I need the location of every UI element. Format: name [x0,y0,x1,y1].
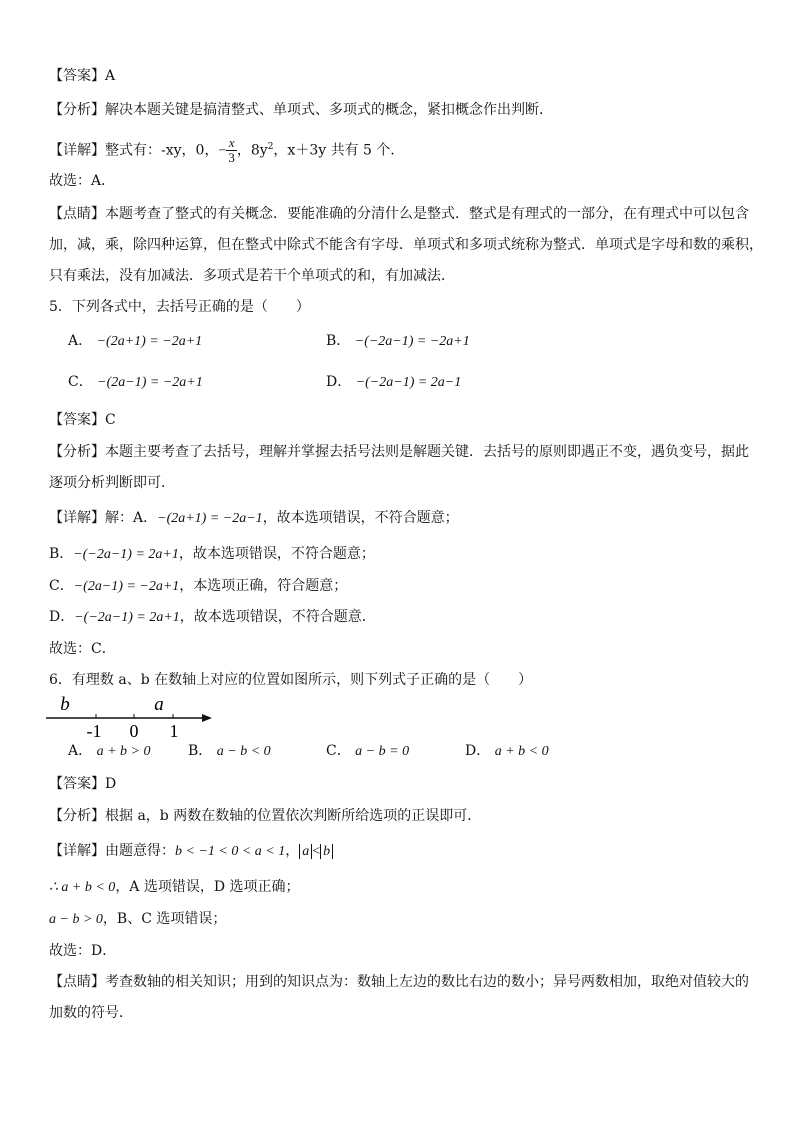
q4-comment-2: 加，减，乘，除四种运算，但在整式中除式不能含有字母．单项式和多项式统称为整式．单项式是字母和数的乘积， [49,237,763,253]
q5-stem: 5．下列各式中，去括号正确的是（ ） [49,299,310,315]
abs-a: a [299,844,312,859]
q6-option-b: B． a − b < 0 [188,743,271,759]
q5-detail-4: D．−(−2a−1) = 2a+1，故本选项错误，不符合题意． [49,609,376,625]
q6-analysis: 【分析】根据 a，b 两数在数轴的位置依次判断所给选项的正误即可． [49,808,482,824]
number-line-arrow [202,714,212,722]
q6-option-d: D． a + b < 0 [465,743,549,759]
q5-option-a: A． −(2a+1) = −2a+1 [68,333,203,349]
q6-detail: 【详解】由题意得：b < −1 < 0 < a < 1， a < b [49,841,333,862]
q5-option-d: D． −(−2a−1) = 2a−1 [326,374,462,390]
tick-label-0: 0 [129,721,139,740]
point-a-label: a [154,694,164,715]
abs-b: b [320,844,333,859]
number-line-figure [44,690,224,740]
q5-detail-1: 【详解】解：A．−(2a+1) = −2a−1，故本选项错误，不符合题意； [49,510,459,526]
q5-detail-2: B．−(−2a−1) = 2a+1，故本选项错误，不符合题意； [49,546,375,562]
q5-detail-3: C．−(2a−1) = −2a+1，本选项正确，符合题意； [49,578,348,594]
q5-analysis-2: 逐项分析判断即可． [49,475,175,491]
tick-label-1: 1 [169,721,179,740]
q6-option-a: A． a + b > 0 [68,743,151,759]
q4-fraction: $\frac{x}{3}$ [228,135,235,165]
q5-analysis-1: 【分析】本题主要考查了去括号，理解并掌握去括号法则是解题关键．去括号的原则即遇正不变，遇负变号，据此 [49,444,749,460]
q6-comment-1: 【点睛】考查数轴的相关知识；用到的知识点为：数轴上左边的数比右边的数小；异号两数相加，取绝对值较大的 [49,974,749,990]
q6-option-c: C． a − b = 0 [326,743,410,759]
q6-comment-2: 加数的符号． [49,1005,133,1021]
q5-choose: 故选：C． [49,641,116,657]
point-b-label: b [60,694,70,715]
q6-answer: 【答案】D [49,776,117,792]
q6-therefore: ∴ a + b < 0，A 选项错误，D 选项正确； [49,879,300,895]
q4-answer: 【答案】A [49,68,116,84]
q4-choose: 故选：A． [49,173,116,189]
q6-stem: 6．有理数 a、b 在数轴上对应的位置如图所示，则下列式子正确的是（ ） [49,672,533,688]
q6-choose: 故选：D． [49,943,117,959]
q4-detail-prefix: 【详解】整式有：-xy，0， [49,142,219,159]
q6-line-2: a − b > 0，B、C 选项错误； [49,911,227,927]
q5-option-c: C． −(2a−1) = −2a+1 [68,374,203,390]
q5-answer: 【答案】C [49,412,116,428]
q5-option-b: B． −(−2a−1) = −2a+1 [326,333,470,349]
q4-comment-3: 只有乘法，没有加减法．多项式是若干个单项式的和，有加减法． [49,268,455,284]
tick-label-neg1: -1 [86,721,102,740]
q4-comment-1: 【点睛】本题考查了整式的有关概念．要能准确的分清什么是整式．整式是有理式的一部分，在有理式中可以包含 [49,206,749,222]
q4-detail: 【详解】整式有：-xy，0，− $\frac{x}{3}$ ，$8y^2$，x＋3y 共有 5 个． [49,135,405,165]
q4-analysis: 【分析】解决本题关键是搞清整式、单项式、多项式的概念，紧扣概念作出判断． [49,102,553,118]
